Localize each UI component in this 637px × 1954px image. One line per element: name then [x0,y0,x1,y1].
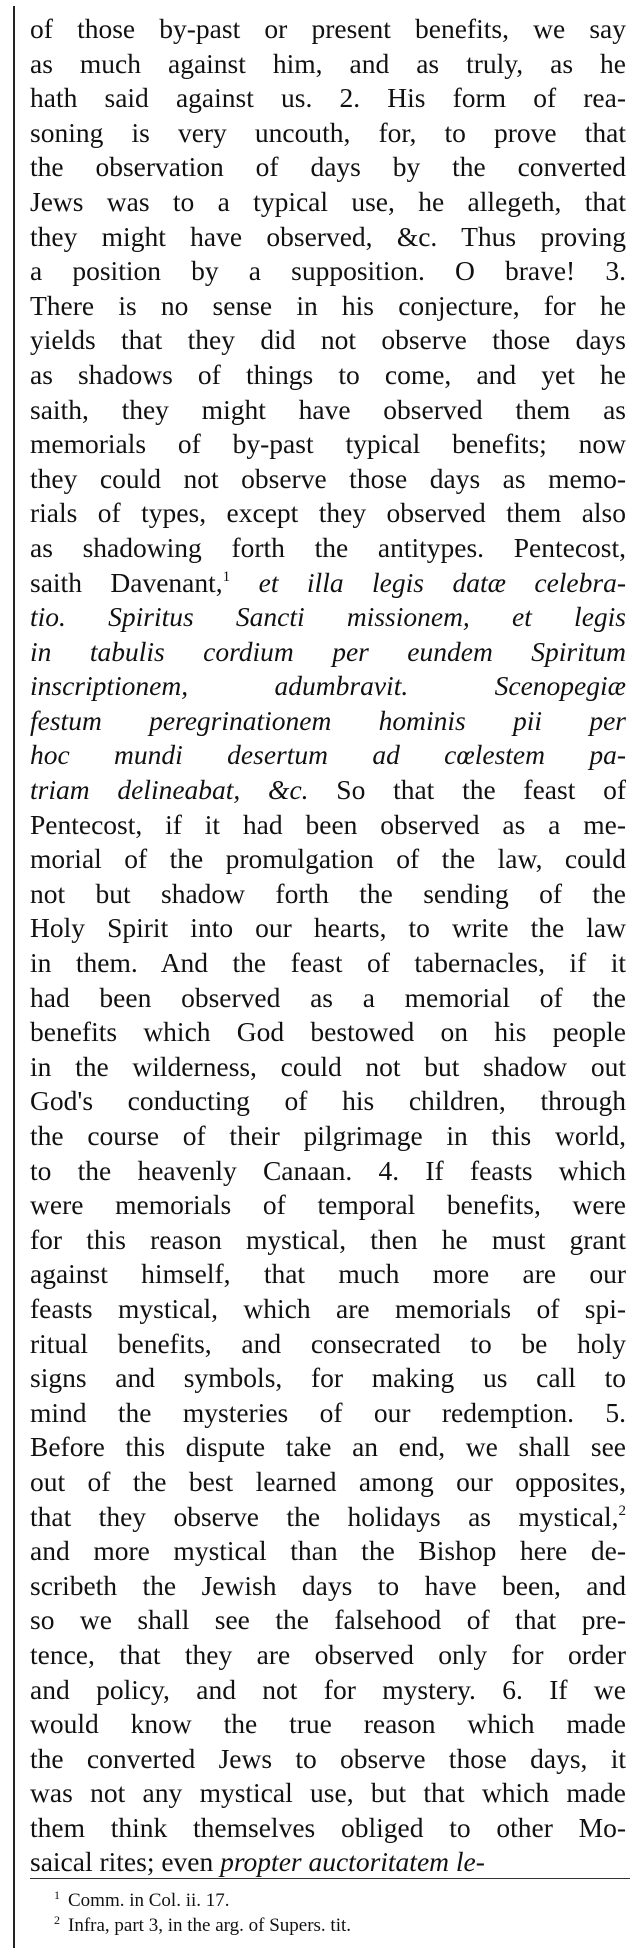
text-line [30,1430,626,1465]
text-line [30,116,626,151]
text-run: as much against him, and as truly, as he [30,47,626,79]
text-line [30,738,626,773]
text-line [30,1845,626,1880]
text-line [30,842,626,877]
text-run: yields that they did not observe those days [30,324,626,356]
text-run: Before this dispute take an end, we shall see [30,1431,626,1463]
text-line [30,427,626,462]
text-line [30,1119,626,1154]
text-run: saith Davenant, [30,566,223,598]
text-run: had been observed as a memorial of the [30,981,626,1013]
footnote [54,1913,614,1938]
footnote-number: 1 [54,1888,60,1902]
text-line [30,911,626,946]
text-line [30,1707,626,1742]
text-run: in them. And the feast of tabernacles, if it [30,947,626,979]
text-run: in tabulis cordium per eundem Spiritum [30,635,626,667]
text-line [30,1188,626,1223]
text-line [30,323,626,358]
text-line [30,1603,626,1638]
text-run: inscriptionem, adumbravit. Scenopegiæ [30,670,626,702]
body-text [30,12,626,1880]
text-run: so we shall see the falsehood of that pre- [30,1604,626,1636]
text-run: festum peregrinationem hominis pii per [30,704,626,736]
text-run: Holy Spirit into our hearts, to write the law [30,912,626,944]
text-line [30,1015,626,1050]
text-line [30,877,626,912]
text-run: hath said against us. 2. His form of rea- [30,82,626,114]
text-line [30,289,626,324]
text-run: hoc mundi desertum ad cœlestem pa- [30,739,626,771]
footnote-text: Infra, part 3, in the arg. of Supers. tit. [68,1915,351,1936]
text-line [30,220,626,255]
text-run: tio. Spiritus Sancti missionem, et legis [30,601,626,633]
text-run: out of the best learned among our opposites, [30,1465,626,1497]
text-line [30,1084,626,1119]
text-line [30,635,626,670]
text-run: a position by a supposition. O brave! 3. [30,255,626,287]
text-run: et illa legis datæ celebra- [258,566,626,598]
text-line [30,1534,626,1569]
text-line [30,47,626,82]
text-line [30,150,626,185]
text-line [30,1223,626,1258]
text-run: for this reason mystical, then he must grant [30,1223,626,1255]
text-line [30,773,626,808]
text-run: them think themselves obliged to other Mo- [30,1811,626,1843]
text-line [30,1673,626,1708]
text-run: were memorials of temporal benefits, were [30,1189,626,1221]
text-line [30,600,626,635]
text-run: as shadows of things to come, and yet he [30,358,626,390]
text-run: signs and symbols, for making us call to [30,1362,626,1394]
text-run: as shadowing forth the antitypes. Pentecost, [30,531,626,563]
text-line [30,393,626,428]
footnote [54,1888,614,1913]
text-line [30,81,626,116]
text-line [30,1776,626,1811]
footnote-number: 2 [54,1913,60,1927]
text-line [30,12,626,47]
footnote-marker: 1 [222,568,231,585]
text-run: Jews was to a typical use, he allegeth, that [30,185,626,217]
text-run: memorials of by-past typical benefits; now [30,428,626,460]
text-line [30,704,626,739]
text-line [30,1154,626,1189]
text-run: tence, that they are observed only for order [30,1638,626,1670]
text-run: that they observe the holidays as mystical, [30,1500,619,1532]
text-line [30,669,626,704]
text-line [30,254,626,289]
left-margin-rule [13,6,15,1948]
text-run: soning is very uncouth, for, to prove that [30,116,626,148]
text-line [30,1465,626,1500]
text-run: Pentecost, if it had been observed as a me- [30,808,626,840]
text-line [30,981,626,1016]
text-run: to the heavenly Canaan. 4. If feasts which [30,1154,626,1186]
text-line [30,496,626,531]
text-line [30,1050,626,1085]
text-line [30,185,626,220]
text-run [230,567,258,598]
text-line [30,1742,626,1777]
text-run: ritual benefits, and consecrated to be holy [30,1327,626,1359]
text-line [30,1361,626,1396]
text-line [30,462,626,497]
text-line [30,1638,626,1673]
text-run: triam delineabat, &c. [30,774,309,806]
text-line [30,1327,626,1362]
footnotes [54,1888,614,1938]
text-run: they might have observed, &c. Thus proving [30,220,626,252]
text-line [30,566,626,601]
text-line [30,358,626,393]
text-run: mind the mysteries of our redemption. 5. [30,1396,626,1428]
text-run: propter auctoritatem le- [220,1846,485,1878]
text-run: against himself, that much more are our [30,1258,626,1290]
text-run: feasts mystical, which are memorials of spi- [30,1292,626,1324]
text-line [30,1811,626,1846]
text-run: saical rites; even [30,1846,221,1878]
text-line [30,531,626,566]
text-line [30,1292,626,1327]
text-run: not but shadow forth the sending of the [30,877,626,909]
text-run: they could not observe those days as memo- [30,462,626,494]
footnote-text: Comm. in Col. ii. 17. [68,1890,230,1911]
text-line [30,946,626,981]
text-run: and policy, and not for mystery. 6. If we [30,1673,626,1705]
text-run: the observation of days by the converted [30,151,626,183]
text-run: rials of types, except they observed them also [30,497,626,529]
text-run: morial of the promulgation of the law, could [30,843,626,875]
text-run: scribeth the Jewish days to have been, and [30,1569,626,1601]
text-run: in the wilderness, could not but shadow out [30,1050,626,1082]
footnote-rule [30,1878,630,1879]
footnote-marker: 2 [618,1502,626,1519]
text-run: the course of their pilgrimage in this world, [30,1120,626,1151]
text-run: would know the true reason which made [30,1708,626,1740]
text-line [30,808,626,843]
text-run: saith, they might have observed them as [30,393,626,425]
text-run: There is no sense in his conjecture, for he [30,289,626,321]
text-run: the converted Jews to observe those days, it [30,1742,626,1774]
text-run: So that the feast of [308,774,626,806]
text-line [30,1500,626,1535]
text-line [30,1396,626,1431]
text-run: was not any mystical use, but that which made [30,1777,626,1809]
text-run: and more mystical than the Bishop here de- [30,1535,626,1567]
text-line [30,1257,626,1292]
text-run: of those by-past or present benefits, we say [30,13,626,44]
text-run: God's conducting of his children, through [30,1085,626,1117]
text-line [30,1569,626,1604]
text-run: benefits which God bestowed on his people [30,1016,626,1048]
